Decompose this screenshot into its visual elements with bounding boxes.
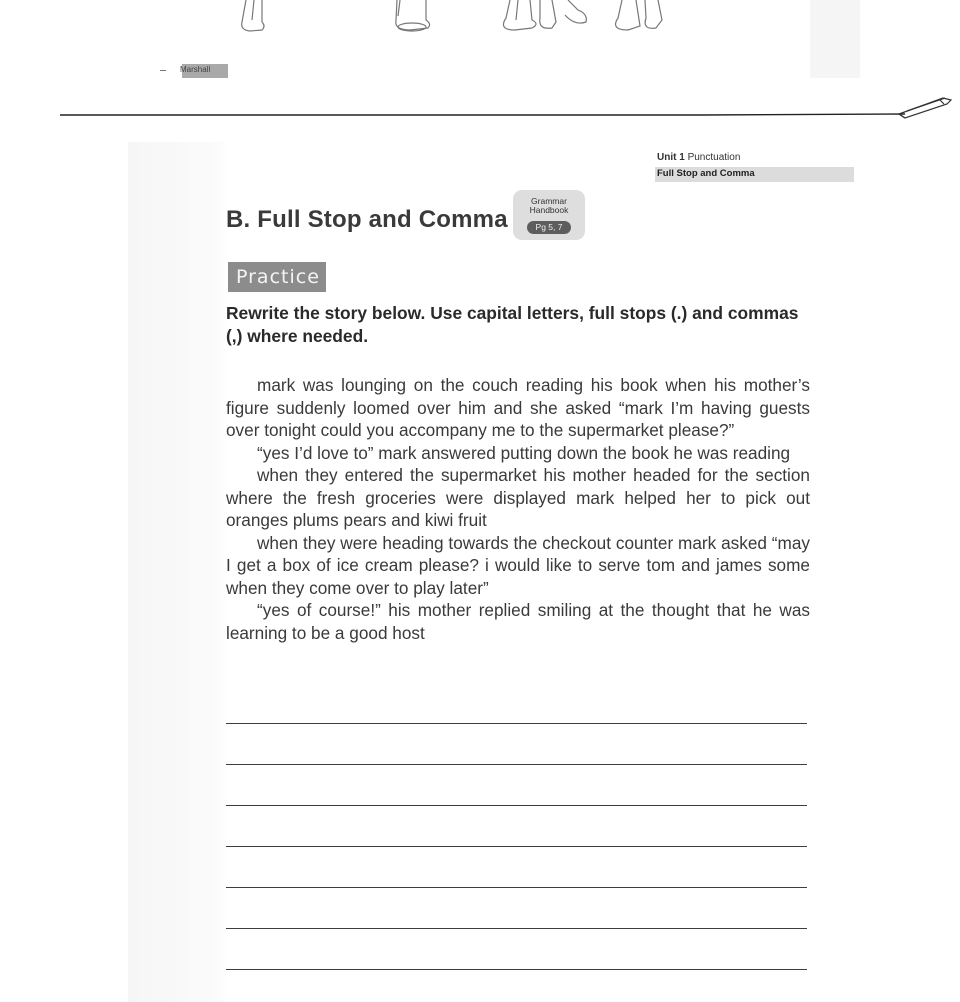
pencil-icon — [895, 94, 955, 120]
instruction-text: Rewrite the story below. Use capital letters, full stops (.) and commas (,) where needed. — [226, 303, 799, 346]
writing-line[interactable] — [226, 723, 807, 724]
writing-line[interactable] — [226, 805, 807, 806]
handbook-label-line2: Handbook — [529, 205, 569, 215]
handbook-label-line1: Grammar — [531, 196, 567, 206]
page-divider-curve — [0, 100, 960, 140]
writing-line[interactable] — [226, 969, 807, 970]
story-paragraph: when they entered the supermarket his mother headed for the section where the fresh groceries were displayed mark helped her to pick out oranges plums pears and kiwi fruit — [226, 465, 810, 530]
previous-page-fragment — [0, 0, 960, 78]
story-paragraph: mark was lounging on the couch reading his book when his mother’s figure suddenly loomed over him and she asked “mark I’m having guests over tonight could you accompany me to the supermarket please?” — [226, 375, 810, 440]
unit-label — [657, 152, 740, 163]
subunit-label: Full Stop and Comma — [657, 168, 755, 179]
writing-line[interactable] — [226, 928, 807, 929]
writing-line[interactable] — [226, 846, 807, 847]
unit-number: Unit 1 — [657, 152, 685, 163]
story-paragraph: “yes I’d love to” mark answered putting down the book he was reading — [257, 442, 791, 463]
writing-line[interactable] — [226, 764, 807, 765]
story-text — [226, 374, 810, 644]
unit-name: Punctuation — [687, 152, 741, 163]
writing-line[interactable] — [226, 887, 807, 888]
story-paragraph: when they were heading towards the checkout counter mark asked “may I get a box of ice cream please? i would like to serve tom and james some when they come over to play later” — [226, 532, 810, 598]
practice-tag-text: Practice — [236, 266, 320, 288]
grammar-handbook-badge — [513, 190, 585, 240]
publisher-logo-text: Marshall — [180, 65, 211, 74]
story-paragraph: “yes of course!” his mother replied smiling at the thought that he was learning to be a good host — [226, 600, 810, 643]
handbook-pages: Pg 5, 7 — [527, 221, 571, 234]
section-title: B. Full Stop and Comma — [226, 206, 508, 233]
